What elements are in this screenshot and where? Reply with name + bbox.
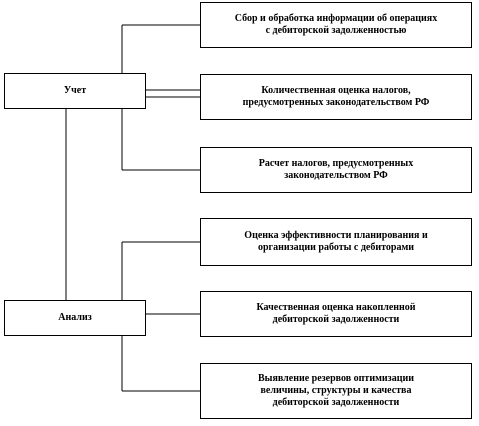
box-text-line: дебиторской задолженности [272, 314, 400, 325]
box-text-line: организации работы с дебиторами [257, 242, 415, 253]
quantitative-tax-box [200, 74, 472, 120]
box-text-line: Расчет налогов, предусмотренных [258, 158, 414, 169]
box-text-line: Выявление резервов оптимизации [258, 373, 414, 384]
info-collection-box [200, 2, 472, 48]
analiz-label: Анализ [58, 312, 92, 323]
box-text-line: дебиторской задолженности [272, 397, 400, 408]
box-text-line: законодательством РФ [284, 170, 388, 181]
planning-efficiency-box [200, 218, 472, 266]
tax-calculation-box [200, 147, 472, 193]
optimization-reserves-box [200, 363, 472, 419]
uchet-box [4, 73, 146, 109]
qualitative-debt-box [200, 291, 472, 337]
analiz-box [4, 300, 146, 336]
box-text-line: Сбор и обработка информации об операциях [234, 13, 438, 24]
box-text-line: Количественная оценка налогов, [261, 85, 411, 96]
box-text-line: предусмотренных законодательством РФ [242, 97, 430, 108]
box-text-line: с дебиторской задолженностью [265, 25, 407, 36]
box-text-line: Качественная оценка накопленной [256, 302, 416, 313]
box-text-line: величины, структуры и качества [260, 385, 412, 396]
box-text-line: Оценка эффективности планирования и [244, 230, 428, 241]
uchet-label: Учет [63, 85, 87, 96]
